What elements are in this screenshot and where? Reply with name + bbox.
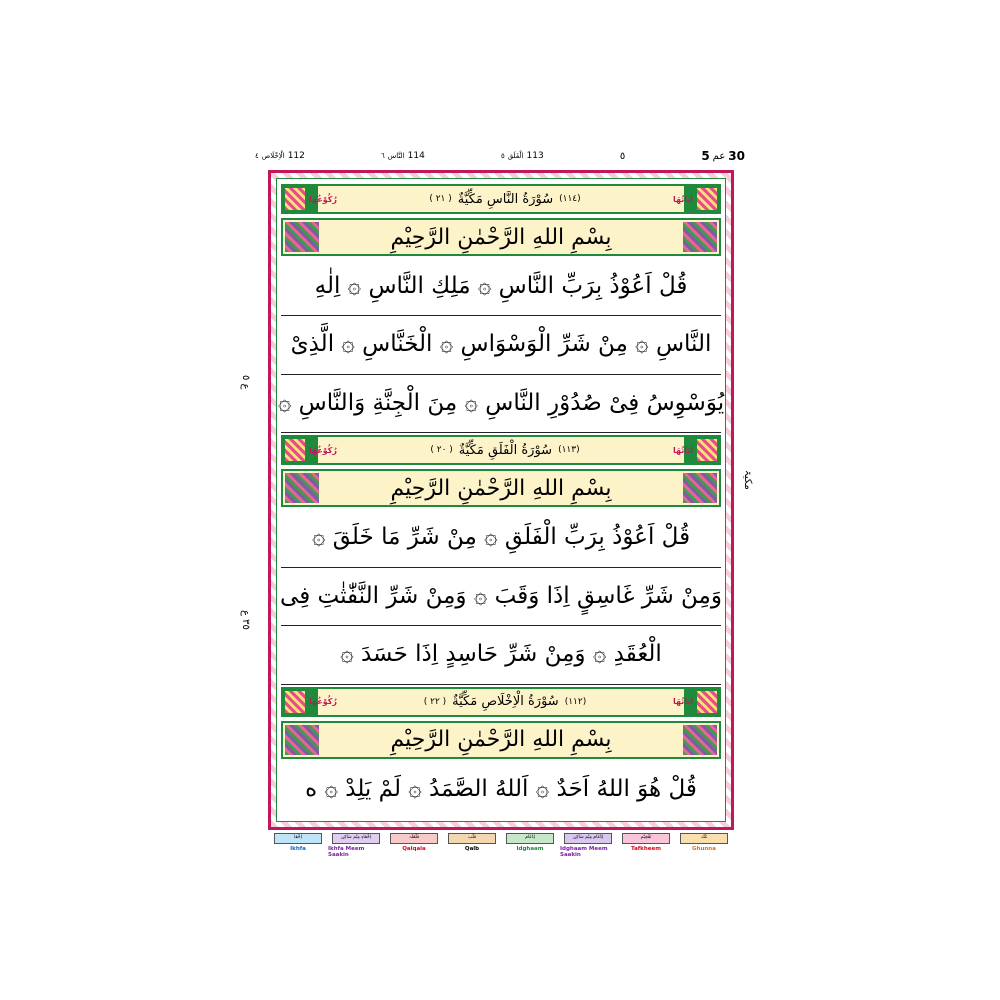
ruku-label: رُكُوْعُهَا bbox=[309, 445, 338, 455]
ayah-line: قُلْ هُوَ اللهُ اَحَدٌ ۞ اَللهُ الصَّمَدُ ۞ لَمْ يَلِدْ ۞ ه bbox=[305, 775, 697, 802]
legend-chip: اِدْغَام مِیْم سَاکِن bbox=[564, 833, 612, 844]
legend-label: Idghaam Meem Saakin bbox=[560, 846, 608, 858]
legend-chip: غُنَّہ bbox=[680, 833, 728, 844]
surah-ref-number: 113 bbox=[526, 151, 544, 161]
surah-ref-name: النَّاس bbox=[387, 152, 405, 160]
legend-chip: اِخْفَاءِ مِیْم سَاکِن bbox=[332, 833, 380, 844]
bismillah-text: بِسْمِ اللهِ الرَّحْمٰنِ الرَّحِيْمِ bbox=[390, 475, 612, 501]
ruku-label: رُكُوْعُهَا bbox=[309, 697, 338, 707]
legend-item bbox=[328, 833, 384, 858]
ayat-count: ( ٢٢ ) bbox=[423, 696, 447, 707]
legend-item bbox=[676, 833, 732, 852]
ruku-mark-left-top: ع ٥ bbox=[240, 375, 251, 390]
bismillah-bar-112 bbox=[281, 721, 721, 759]
surah-number: (١١٣) bbox=[558, 445, 580, 456]
ayah-line: النَّاسِ ۞ مِنْ شَرِّ الْوَسْوَاسِ ۞ الْخَنَّاسِ ۞ الَّذِىْ bbox=[281, 316, 721, 374]
surah-title-bar-114 bbox=[281, 184, 721, 214]
header-surah-ref-113 bbox=[501, 151, 544, 161]
surah-name: سُوْرَةُ الْاِخْلَاصِ مَكِّيَّةٌ bbox=[452, 694, 559, 710]
surah-title-bar-113 bbox=[281, 435, 721, 465]
ayah-line: يُوَسْوِسُ فِىْ صُدُوْرِ النَّاسِ ۞ مِنَ الْجِنَّةِ وَالنَّاسِ ۞ bbox=[281, 375, 721, 433]
surah-ref-number: 114 bbox=[407, 151, 425, 161]
ruku-label: رُكُوْعُهَا bbox=[309, 194, 338, 204]
header-surah-ref-112 bbox=[255, 151, 305, 161]
part-label: عم bbox=[712, 150, 726, 162]
surah-ref-name: الْفَلَق bbox=[507, 152, 524, 160]
part-number-left: 30 bbox=[728, 149, 745, 163]
legend-item bbox=[618, 833, 674, 852]
legend-chip: قَلْب bbox=[448, 833, 496, 844]
legend-chip: قَلْقَلَہ bbox=[390, 833, 438, 844]
legend-item bbox=[386, 833, 442, 852]
ayat-count: ( ٢١ ) bbox=[429, 194, 452, 204]
surah-title-113 bbox=[430, 443, 579, 458]
ayah-line: قُلْ اَعُوْذُ بِرَبِّ الْفَلَقِ ۞ مِنْ شَرِّ مَا خَلَقَ ۞ bbox=[281, 509, 721, 567]
ayat-count: ( ٢٠ ) bbox=[430, 445, 453, 456]
header-surah-ref-114 bbox=[381, 151, 425, 161]
page-number-left: 5 bbox=[701, 149, 710, 163]
legend-label: Qalqala bbox=[402, 846, 426, 852]
surah-name: سُوْرَةُ النَّاسِ مَكِّيَّةٌ bbox=[457, 191, 554, 207]
legend-label: Qalb bbox=[464, 846, 480, 852]
page-number-right: ٥ bbox=[619, 150, 626, 162]
legend-chip: تَفْخِیْم bbox=[622, 833, 670, 844]
ayah-line: قُلْ اَعُوْذُ بِرَبِّ النَّاسِ ۞ مَلِكِ النَّاسِ ۞ اِلٰهِ bbox=[281, 258, 721, 316]
surah-ref-number: 112 bbox=[287, 151, 305, 161]
page-border-frame bbox=[268, 170, 734, 830]
surah-ref-ayat: ٤ bbox=[255, 152, 259, 160]
surah-name: سُوْرَةُ الْفَلَقِ مَكِّيَّةٌ bbox=[458, 442, 553, 458]
legend-item bbox=[270, 833, 326, 852]
surah-number: (١١٢) bbox=[564, 696, 587, 707]
ruku-mark-left-bottom: ٣٥ ع bbox=[240, 610, 251, 630]
legend-label: Idghaam bbox=[516, 846, 544, 852]
ayat-label: اٰیَاتُهَا bbox=[672, 697, 693, 707]
legend-item bbox=[444, 833, 500, 852]
surah-title-114 bbox=[429, 192, 580, 207]
legend-item bbox=[502, 833, 558, 852]
bismillah-text: بِسْمِ اللهِ الرَّحْمٰنِ الرَّحِيْمِ bbox=[390, 224, 612, 250]
legend-chip: اِدْغَام bbox=[506, 833, 554, 844]
page-content bbox=[276, 178, 726, 822]
bismillah-text: بِسْمِ اللهِ الرَّحْمٰنِ الرَّحِيْمِ bbox=[390, 727, 612, 753]
surah-number: (١١٤) bbox=[559, 194, 581, 204]
header-part-left bbox=[701, 149, 745, 163]
surah-ref-name: الْاِخْلَاص bbox=[261, 152, 285, 160]
bismillah-bar-114 bbox=[281, 218, 721, 256]
ayat-label: اٰیَاتُهَا bbox=[672, 445, 693, 455]
makkiyah-mark-right: مکیۃ bbox=[742, 470, 753, 490]
page-header bbox=[255, 148, 745, 164]
legend-label: Tafkheem bbox=[631, 846, 661, 852]
legend-label: Ikhfa bbox=[290, 846, 306, 852]
surah-ref-ayat: ٥ bbox=[500, 152, 505, 160]
legend-chip: اِخْفَا bbox=[274, 833, 322, 844]
legend-label: Ikhfa Meem Saakin bbox=[328, 846, 365, 858]
tajweed-legend bbox=[268, 833, 734, 861]
surah-title-112 bbox=[424, 694, 587, 709]
bismillah-bar-113 bbox=[281, 469, 721, 507]
ayah-line: وَمِنْ شَرِّ غَاسِقٍ اِذَا وَقَبَ ۞ وَمِنْ شَرِّ النَّفّٰثٰتِ فِى bbox=[281, 568, 721, 626]
surah-ref-ayat: ٦ bbox=[381, 152, 385, 160]
ayat-label: اٰیَاتُهَا bbox=[672, 194, 693, 204]
ayah-line: الْعُقَدِ ۞ وَمِنْ شَرِّ حَاسِدٍ اِذَا حَسَدَ ۞ bbox=[281, 626, 721, 684]
legend-item bbox=[560, 833, 616, 858]
legend-label: Ghunna bbox=[692, 846, 716, 852]
surah-title-bar-112 bbox=[281, 687, 721, 717]
